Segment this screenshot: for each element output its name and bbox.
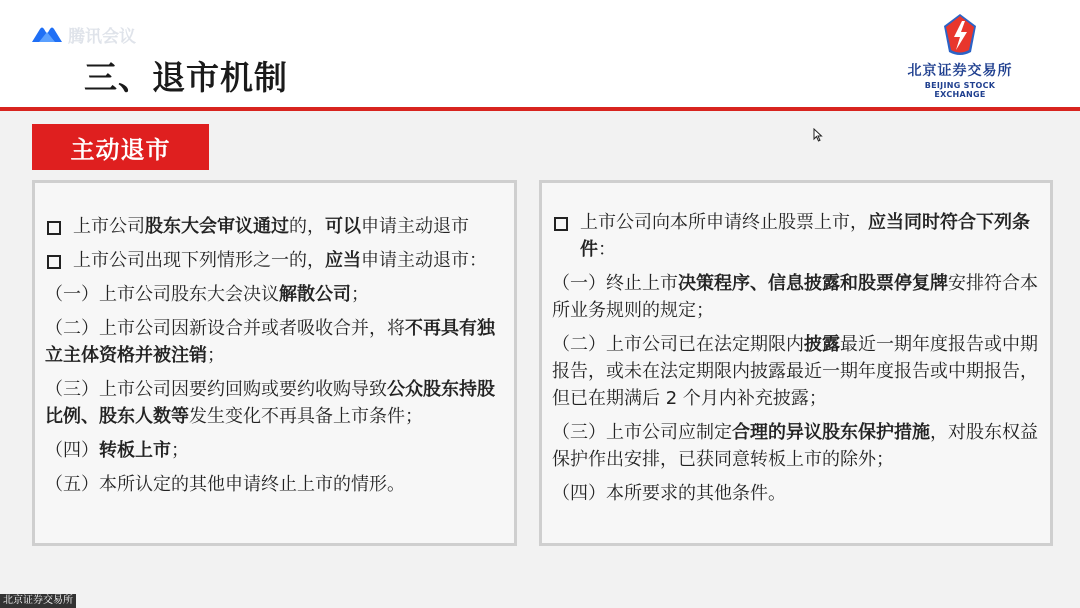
right-item-3: （三）上市公司应制定合理的异议股东保护措施，对股东权益保护作出安排，已获同意转板上市的除外； bbox=[552, 422, 1038, 470]
app-logo bbox=[30, 22, 136, 47]
left-item-1: （一）上市公司股东大会决议解散公司； bbox=[45, 284, 369, 305]
bse-logo bbox=[900, 12, 1020, 99]
header-divider bbox=[0, 107, 1080, 111]
right-item-4: （四）本所要求的其他条件。 bbox=[552, 483, 786, 504]
left-item-5: （五）本所认定的其他申请终止上市的情形。 bbox=[45, 474, 405, 495]
app-name: 腾讯会议 bbox=[68, 27, 136, 47]
left-panel bbox=[32, 180, 517, 546]
left-bullet-2: 上市公司出现下列情形之一的，应当申请主动退市： bbox=[45, 247, 502, 274]
square-bullet-icon bbox=[554, 217, 568, 231]
square-bullet-icon bbox=[47, 255, 61, 269]
right-panel bbox=[539, 180, 1053, 546]
left-item-4: （四）转板上市； bbox=[45, 440, 189, 461]
left-bullet-1: 上市公司股东大会审议通过的，可以申请主动退市 bbox=[45, 213, 502, 240]
watermark: 北京证券交易所 bbox=[0, 594, 76, 608]
square-bullet-icon bbox=[47, 221, 61, 235]
bse-emblem-icon bbox=[940, 12, 980, 58]
right-bullet-1: 上市公司向本所申请终止股票上市，应当同时符合下列条件： bbox=[552, 209, 1038, 263]
slide-title: 三、退市机制 bbox=[84, 58, 288, 97]
tencent-meeting-icon bbox=[30, 26, 64, 44]
left-item-2: （二）上市公司因新设合并或者吸收合并，将不再具有独立主体资格并被注销； bbox=[45, 318, 495, 366]
mouse-cursor-icon bbox=[813, 128, 823, 142]
bse-name-en: BEIJING STOCK EXCHANGE bbox=[924, 81, 996, 99]
section-label: 主动退市 bbox=[32, 124, 209, 170]
bse-name-cn: 北京证券交易所 bbox=[907, 63, 1013, 79]
right-item-2: （二）上市公司已在法定期限内披露最近一期年度报告或中期报告，或未在法定期限内披露最近一期年度报告或中期报告，但已在期满后 2 个月内补充披露； bbox=[552, 334, 1038, 409]
right-item-1: （一）终止上市决策程序、信息披露和股票停复牌安排符合本所业务规则的规定； bbox=[552, 273, 1038, 321]
left-item-3: （三）上市公司因要约回购或要约收购导致公众股东持股比例、股东人数等发生变化不再具备上市条件； bbox=[45, 379, 495, 427]
